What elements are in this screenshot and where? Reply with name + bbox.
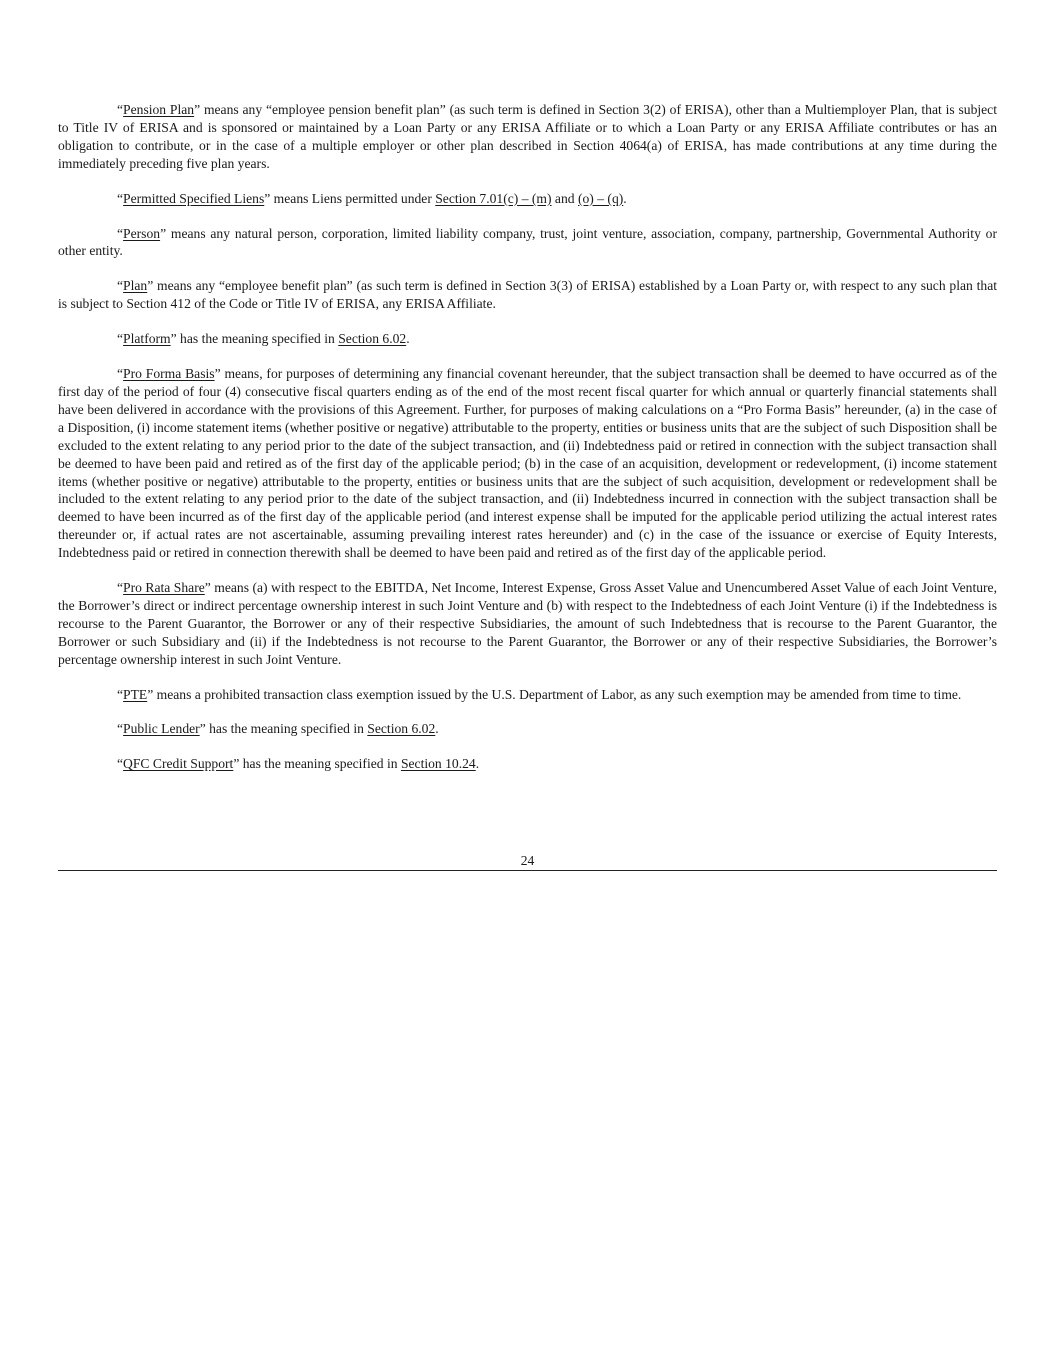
- definition-public-lender: [58, 720, 997, 738]
- definition-platform: [58, 330, 997, 348]
- open-quote: “: [117, 225, 124, 241]
- defined-term: Public Lender: [123, 721, 200, 737]
- open-quote: “: [117, 102, 124, 117]
- definition-text: .: [475, 756, 480, 772]
- open-quote: “: [117, 331, 124, 347]
- footer-divider: [58, 870, 997, 871]
- defined-term: Pro Rata Share: [123, 580, 205, 596]
- definition-person: [58, 225, 997, 261]
- section-reference[interactable]: Section 10.24: [400, 756, 476, 772]
- page-number: 24: [520, 853, 535, 868]
- page-footer: [58, 852, 997, 871]
- section-reference[interactable]: Section 7.01(c) – (m): [435, 190, 552, 206]
- definition-text: ” means a prohibited transaction class exemption issued by the U.S. Department of Labor, as any such exemption may be amended from time to time.: [147, 686, 962, 702]
- defined-term: PTE: [123, 686, 148, 702]
- open-quote: “: [117, 580, 124, 596]
- definition-text: ” means, for purposes of determining any financial covenant hereunder, that the subject transaction shall be deemed to have occurred as of the first day of the period of four (4) consecutive fiscal quarters ending as of the end of the most recent fiscal quarter for which annual or quarterly financial statements shall have been delivered in accordance with the provisions of this Agreement. Further, for purposes of making calculations on a “Pro Forma Basis” hereunder, (a) in the case of a Disposition, (i) income statement items (whether positive or negative) attributable to the property, entities or business units that are the subject of such Disposition shall be excluded to the extent relating to any period prior to the date of the subject transaction, and (ii) Indebtedness paid or retired in connection with the subject transaction shall be deemed to have been paid and retired as of the first day of the applicable period; (b) in the case of an acquisition, development or redevelopment, (i) income statement items (whether positive or negative) attributable to the property, entities or business units that are the subject of such acquisition, development or redevelopment shall be included to the extent relating to any period prior to the date of the subject transaction, and (ii) Indebtedness incurred in connection with the subject transaction shall be deemed to have been incurred as of the first day of the applicable period (and interest expense shall be imputed for the applicable period utilizing the actual interest rates thereunder or, if actual rates are not ascertainable, assuming prevailing interest rates hereunder) and (c) in the case of the issuance or exercise of Equity Interests, Indebtedness paid or retired in connection therewith shall be deemed to have been paid and retired as of the first day of the applicable period.: [58, 366, 997, 561]
- definition-pro-forma-basis: [58, 365, 997, 562]
- defined-term: Pension Plan: [123, 102, 195, 117]
- defined-term: Person: [123, 225, 161, 241]
- open-quote: “: [117, 686, 124, 702]
- section-reference[interactable]: (o) – (q): [577, 190, 624, 206]
- section-reference[interactable]: Section 6.02: [338, 331, 407, 347]
- definition-text: ” has the meaning specified in: [199, 721, 368, 737]
- definition-permitted-specified-liens: [58, 190, 997, 208]
- defined-term: Platform: [123, 331, 171, 347]
- definition-text: .: [435, 721, 439, 737]
- section-reference[interactable]: Section 6.02: [367, 721, 436, 737]
- definition-text: ” means any “employee benefit plan” (as such term is defined in Section 3(3) of ERISA) established by a Loan Party or, with respect to any such plan that is subject to Section 412 of the Code or Title IV of ERISA, any ERISA Affiliate.: [58, 278, 997, 312]
- open-quote: “: [117, 721, 124, 737]
- definition-text: ” has the meaning specified in: [170, 331, 339, 347]
- defined-term: QFC Credit Support: [123, 756, 234, 772]
- open-quote: “: [117, 366, 124, 382]
- definition-pte: [58, 686, 997, 704]
- definition-pension-plan: [58, 101, 997, 173]
- definition-text: ” means (a) with respect to the EBITDA, Net Income, Interest Expense, Gross Asset Value and Unencumbered Asset Value of each Joint Venture, the Borrower’s direct or indirect percentage ownership interest in such Joint Venture and (b) with respect to the Indebtedness of each Joint Venture (i) if the Indebtedness is recourse to the Parent Guarantor, the Borrower or any of their respective Subsidiaries, the amount of such Indebtedness that is recourse to the Parent Guarantor, the Borrower or such Subsidiary and (ii) if the Indebtedness is not recourse to the Parent Guarantor, the Borrower or any of their respective Subsidiaries, the Borrower’s percentage ownership interest in such Joint Venture.: [58, 580, 997, 667]
- definition-text: .: [406, 331, 410, 347]
- defined-term: Plan: [123, 278, 148, 294]
- definition-text: ” means Liens permitted under: [264, 190, 436, 206]
- open-quote: “: [117, 756, 124, 772]
- defined-term: Permitted Specified Liens: [123, 190, 265, 206]
- definition-text: .: [623, 190, 627, 206]
- definition-text: ” has the meaning specified in: [233, 756, 401, 772]
- definition-pro-rata-share: [58, 579, 997, 669]
- document-body: [58, 101, 997, 790]
- definition-text: ” means any “employee pension benefit plan” (as such term is defined in Section 3(2) of ERISA), other than a Multiemployer Plan, that is subject to Title IV of ERISA and is sponsored or maintained by a Loan Party or any ERISA Affiliate or to which a Loan Party or any ERISA Affiliate contributes or has an obligation to contribute, or in the case of a multiple employer or other plan described in Section 4064(a) of ERISA, has made contributions at any time during the immediately preceding five plan years.: [58, 102, 997, 171]
- definition-qfc-credit-support: [58, 755, 997, 773]
- open-quote: “: [117, 190, 124, 206]
- open-quote: “: [117, 278, 124, 294]
- definition-text: and: [551, 190, 578, 206]
- definition-text: ” means any natural person, corporation, limited liability company, trust, joint venture, association, company, partnership, Governmental Authority or other entity.: [58, 225, 997, 259]
- definition-plan: [58, 277, 997, 313]
- defined-term: Pro Forma Basis: [123, 366, 215, 382]
